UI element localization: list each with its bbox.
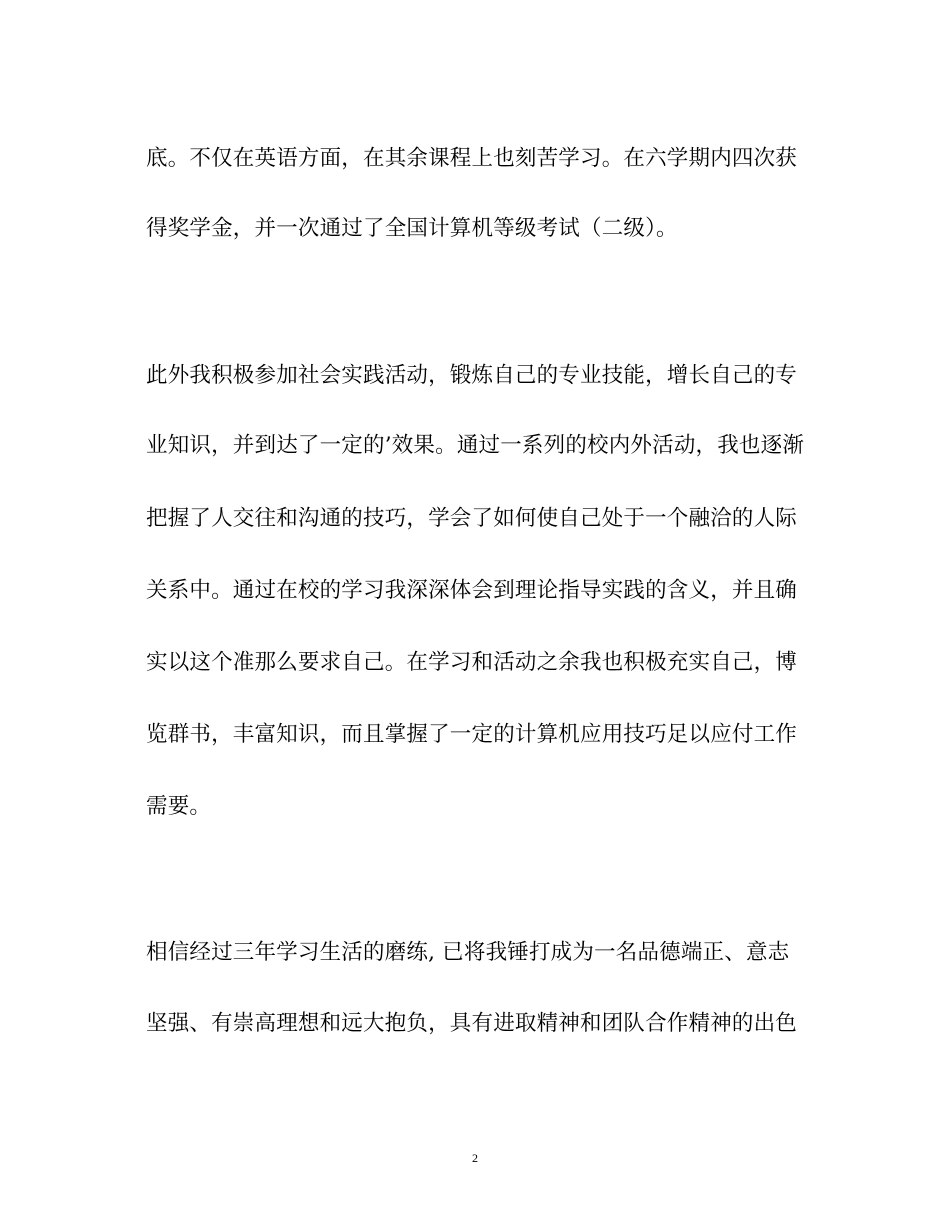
paragraph-2-line-6: 览群书，丰富知识，而且掌握了一定的计算机应用技巧足以应付工作	[146, 722, 798, 747]
paragraph-2-line-3: 把握了人交往和沟通的技巧，学会了如何使自己处于一个融洽的人际	[146, 506, 798, 531]
paragraph-3-line-1: 相信经过三年学习生活的磨练, 已将我锤打成为一名品德端正、意志	[146, 940, 790, 965]
paragraph-2-line-5: 实以这个准那么要求自己。在学习和活动之余我也积极充实自己，博	[146, 650, 798, 675]
paragraph-2-line-7: 需要。	[146, 794, 212, 819]
paragraph-1-line-2: 得奖学金，并一次通过了全国计算机等级考试（二级）。	[146, 216, 678, 241]
paragraph-2-line-2: 业知识，并到达了一定的’效果。通过一系列的校内外活动，我也逐渐	[146, 433, 805, 458]
paragraph-1-line-1: 底。不仅在英语方面，在其余课程上也刻苦学习。在六学期内四次获	[146, 146, 798, 171]
paragraph-2-line-4: 关系中。通过在校的学习我深深体会到理论指导实践的含义，并且确	[146, 578, 798, 603]
paragraph-3-line-2: 坚强、有崇高理想和远大抱负，具有进取精神和团队合作精神的出色	[146, 1011, 798, 1036]
page-number: 2	[472, 1151, 478, 1165]
paragraph-2-line-1: 此外我积极参加社会实践活动，锻炼自己的专业技能，增长自己的专	[146, 363, 798, 388]
